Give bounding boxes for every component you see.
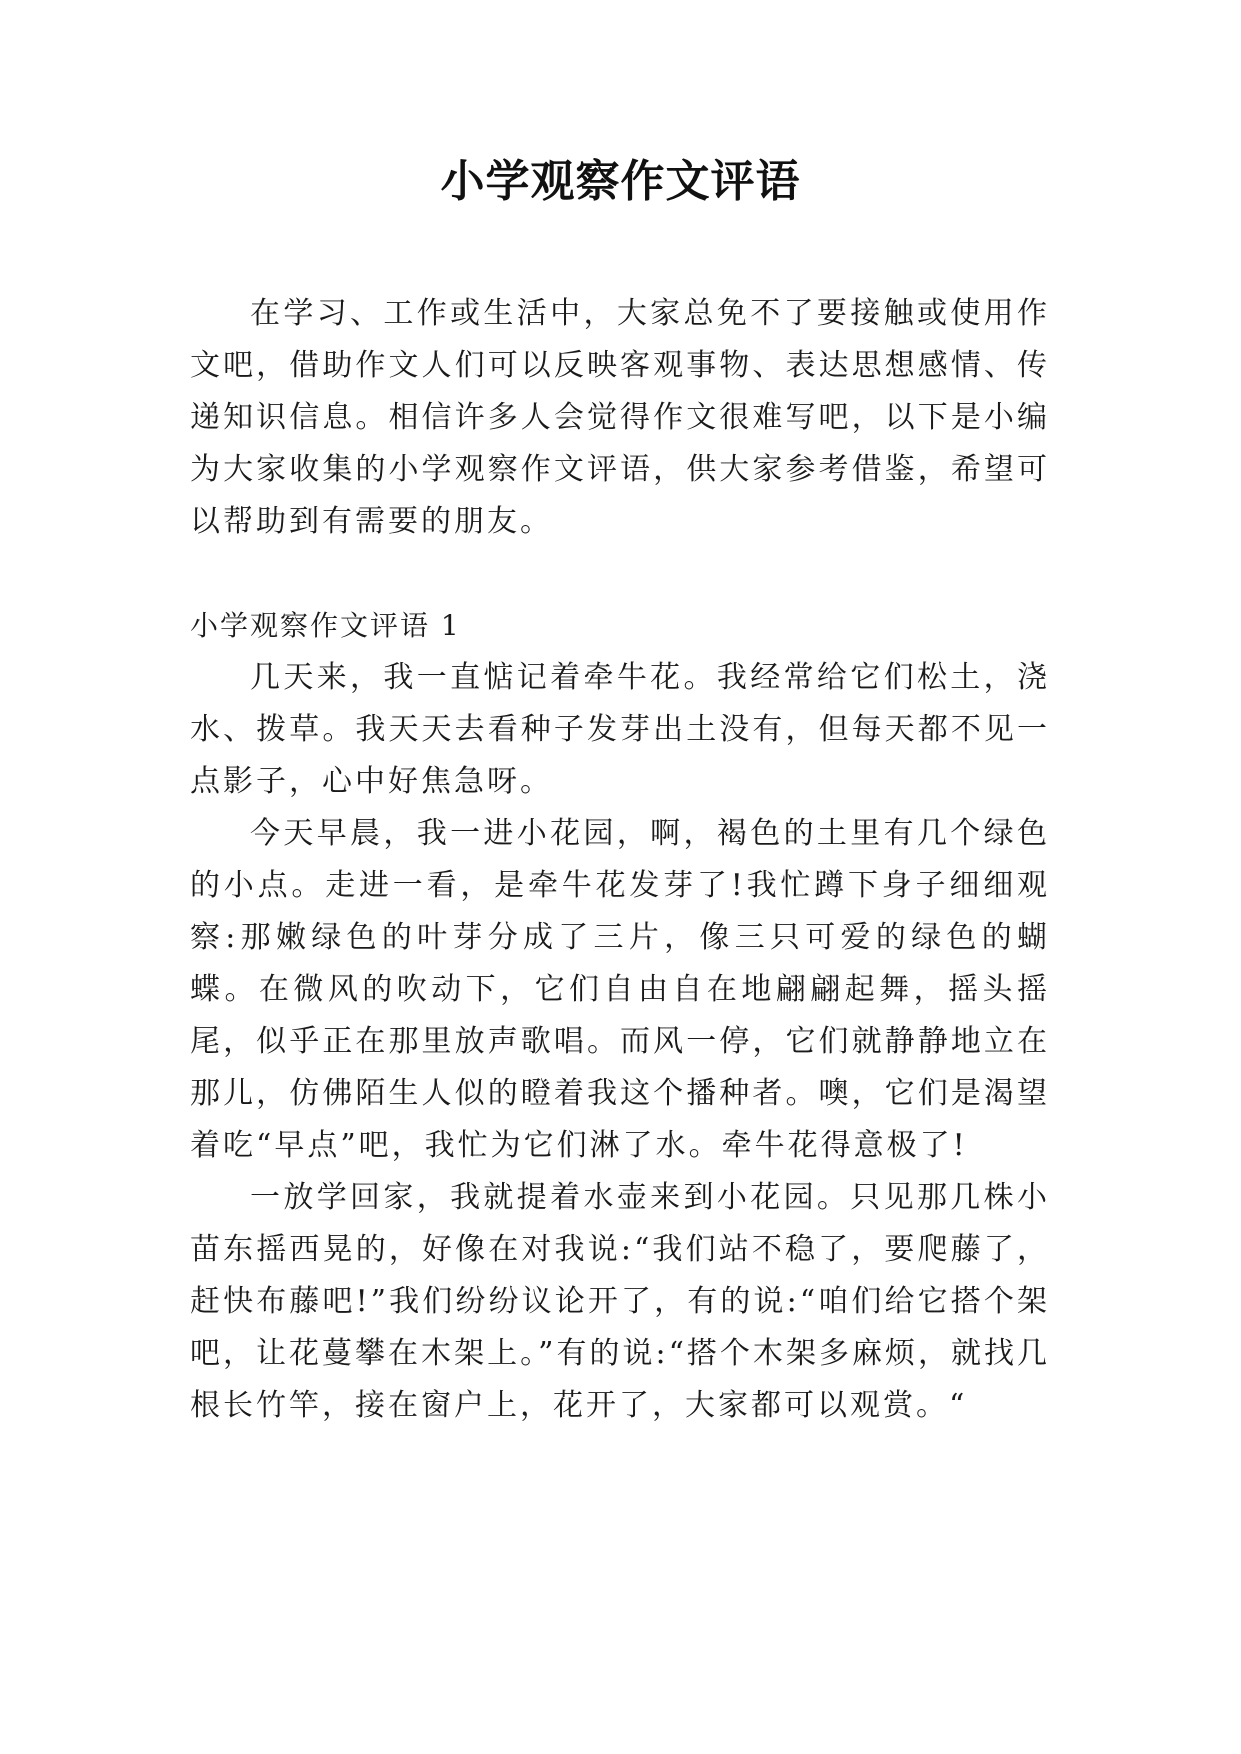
body-paragraph-2: 今天早晨，我一进小花园，啊，褐色的土里有几个绿色的小点。走进一看，是牵牛花发芽了!我忙蹲下身子细细观察:那嫩绿色的叶芽分成了三片，像三只可爱的绿色的蝴蝶。在微风的吹动下，它们自由自在地翩翩起舞，摇头摇尾，似乎正在那里放声歌唱。而风一停，它们就静静地立在那儿，仿佛陌生人似的瞪着我这个播种者。噢，它们是渴望着吃“早点”吧，我忙为它们淋了水。牵牛花得意极了! — [190, 816, 1050, 1163]
document-body — [190, 288, 1050, 1432]
intro-paragraph: 在学习、工作或生活中，大家总免不了要接触或使用作文吧，借助作文人们可以反映客观事物、表达思想感情、传递知识信息。相信许多人会觉得作文很难写吧，以下是小编为大家收集的小学观察作文评语，供大家参考借鉴，希望可以帮助到有需要的朋友。 — [190, 296, 1050, 539]
document-title: 小学观察作文评语 — [440, 156, 801, 207]
section-heading: 小学观察作文评语 1 — [190, 609, 461, 642]
body-paragraph-1: 几天来，我一直惦记着牵牛花。我经常给它们松土，浇水、拨草。我天天去看种子发芽出土没有，但每天都不见一点影子，心中好焦急呀。 — [190, 660, 1050, 799]
body-paragraph-3: 一放学回家，我就提着水壶来到小花园。只见那几株小苗东摇西晃的，好像在对我说:“我们站不稳了，要爬藤了，赶快布藤吧!”我们纷纷议论开了，有的说:“咱们给它搭个架吧，让花蔓攀在木架上。”有的说:“搭个木架多麻烦，就找几根长竹竿，接在窗户上，花开了，大家都可以观赏。“ — [190, 1180, 1050, 1423]
